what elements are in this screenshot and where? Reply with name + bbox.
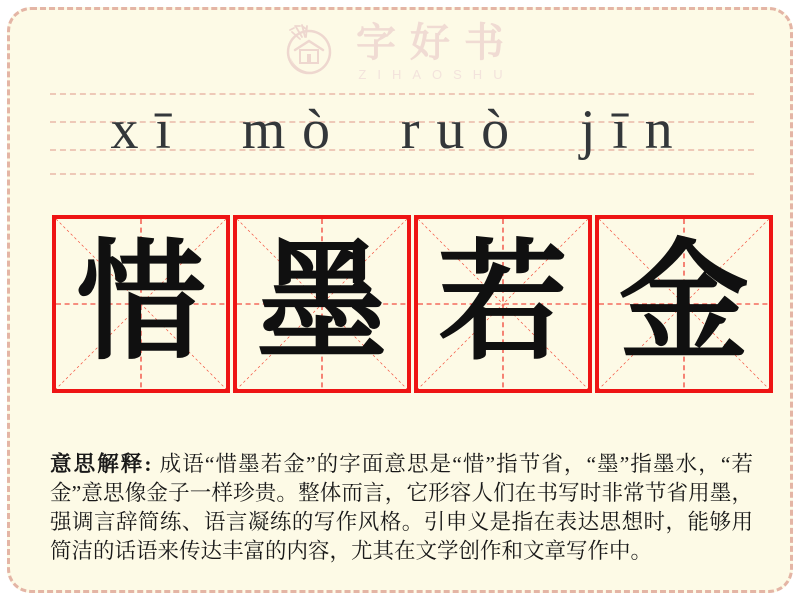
character-box: [233, 215, 411, 393]
pinyin-syllable: ruò: [400, 99, 526, 161]
explanation-text: 成语“惜墨若金”的字面意思是“惜”指节省，“墨”指墨水，“若金”意思像金子一样珍贵。整体而言，它形容人们在书写时非常节省用墨，强调言辞简练、语言凝练的写作风格。引申义是指在表达思想时，能够用简洁的话语来传达丰富的内容，尤其在文学创作和文章写作中。: [50, 452, 753, 563]
idiom-character: 金: [618, 232, 749, 376]
character-grid: [52, 215, 773, 393]
pinyin-guide-line: [50, 93, 754, 95]
explanation-label: 意思解释:: [50, 452, 153, 476]
character-box: [52, 215, 230, 393]
idiom-card-panel: [7, 7, 793, 593]
logo-subtitle: ZIHAOSHU: [358, 67, 514, 82]
character-box: [414, 215, 592, 393]
pinyin-guide-line: [50, 173, 754, 175]
pinyin-syllable: jīn: [579, 99, 690, 161]
idiom-character: 若: [437, 232, 568, 376]
idiom-character: 墨: [256, 232, 387, 376]
logo: [10, 22, 790, 82]
pinyin-syllable: mò: [241, 99, 347, 161]
idiom-character: 惜: [75, 232, 206, 376]
meaning-explanation: [50, 450, 753, 566]
logo-title: 字好书: [356, 20, 518, 65]
pinyin-row: [10, 99, 790, 161]
character-box: [595, 215, 773, 393]
zihaoshu-stamp-icon: [282, 23, 336, 81]
pinyin-syllable: xī: [110, 99, 188, 161]
